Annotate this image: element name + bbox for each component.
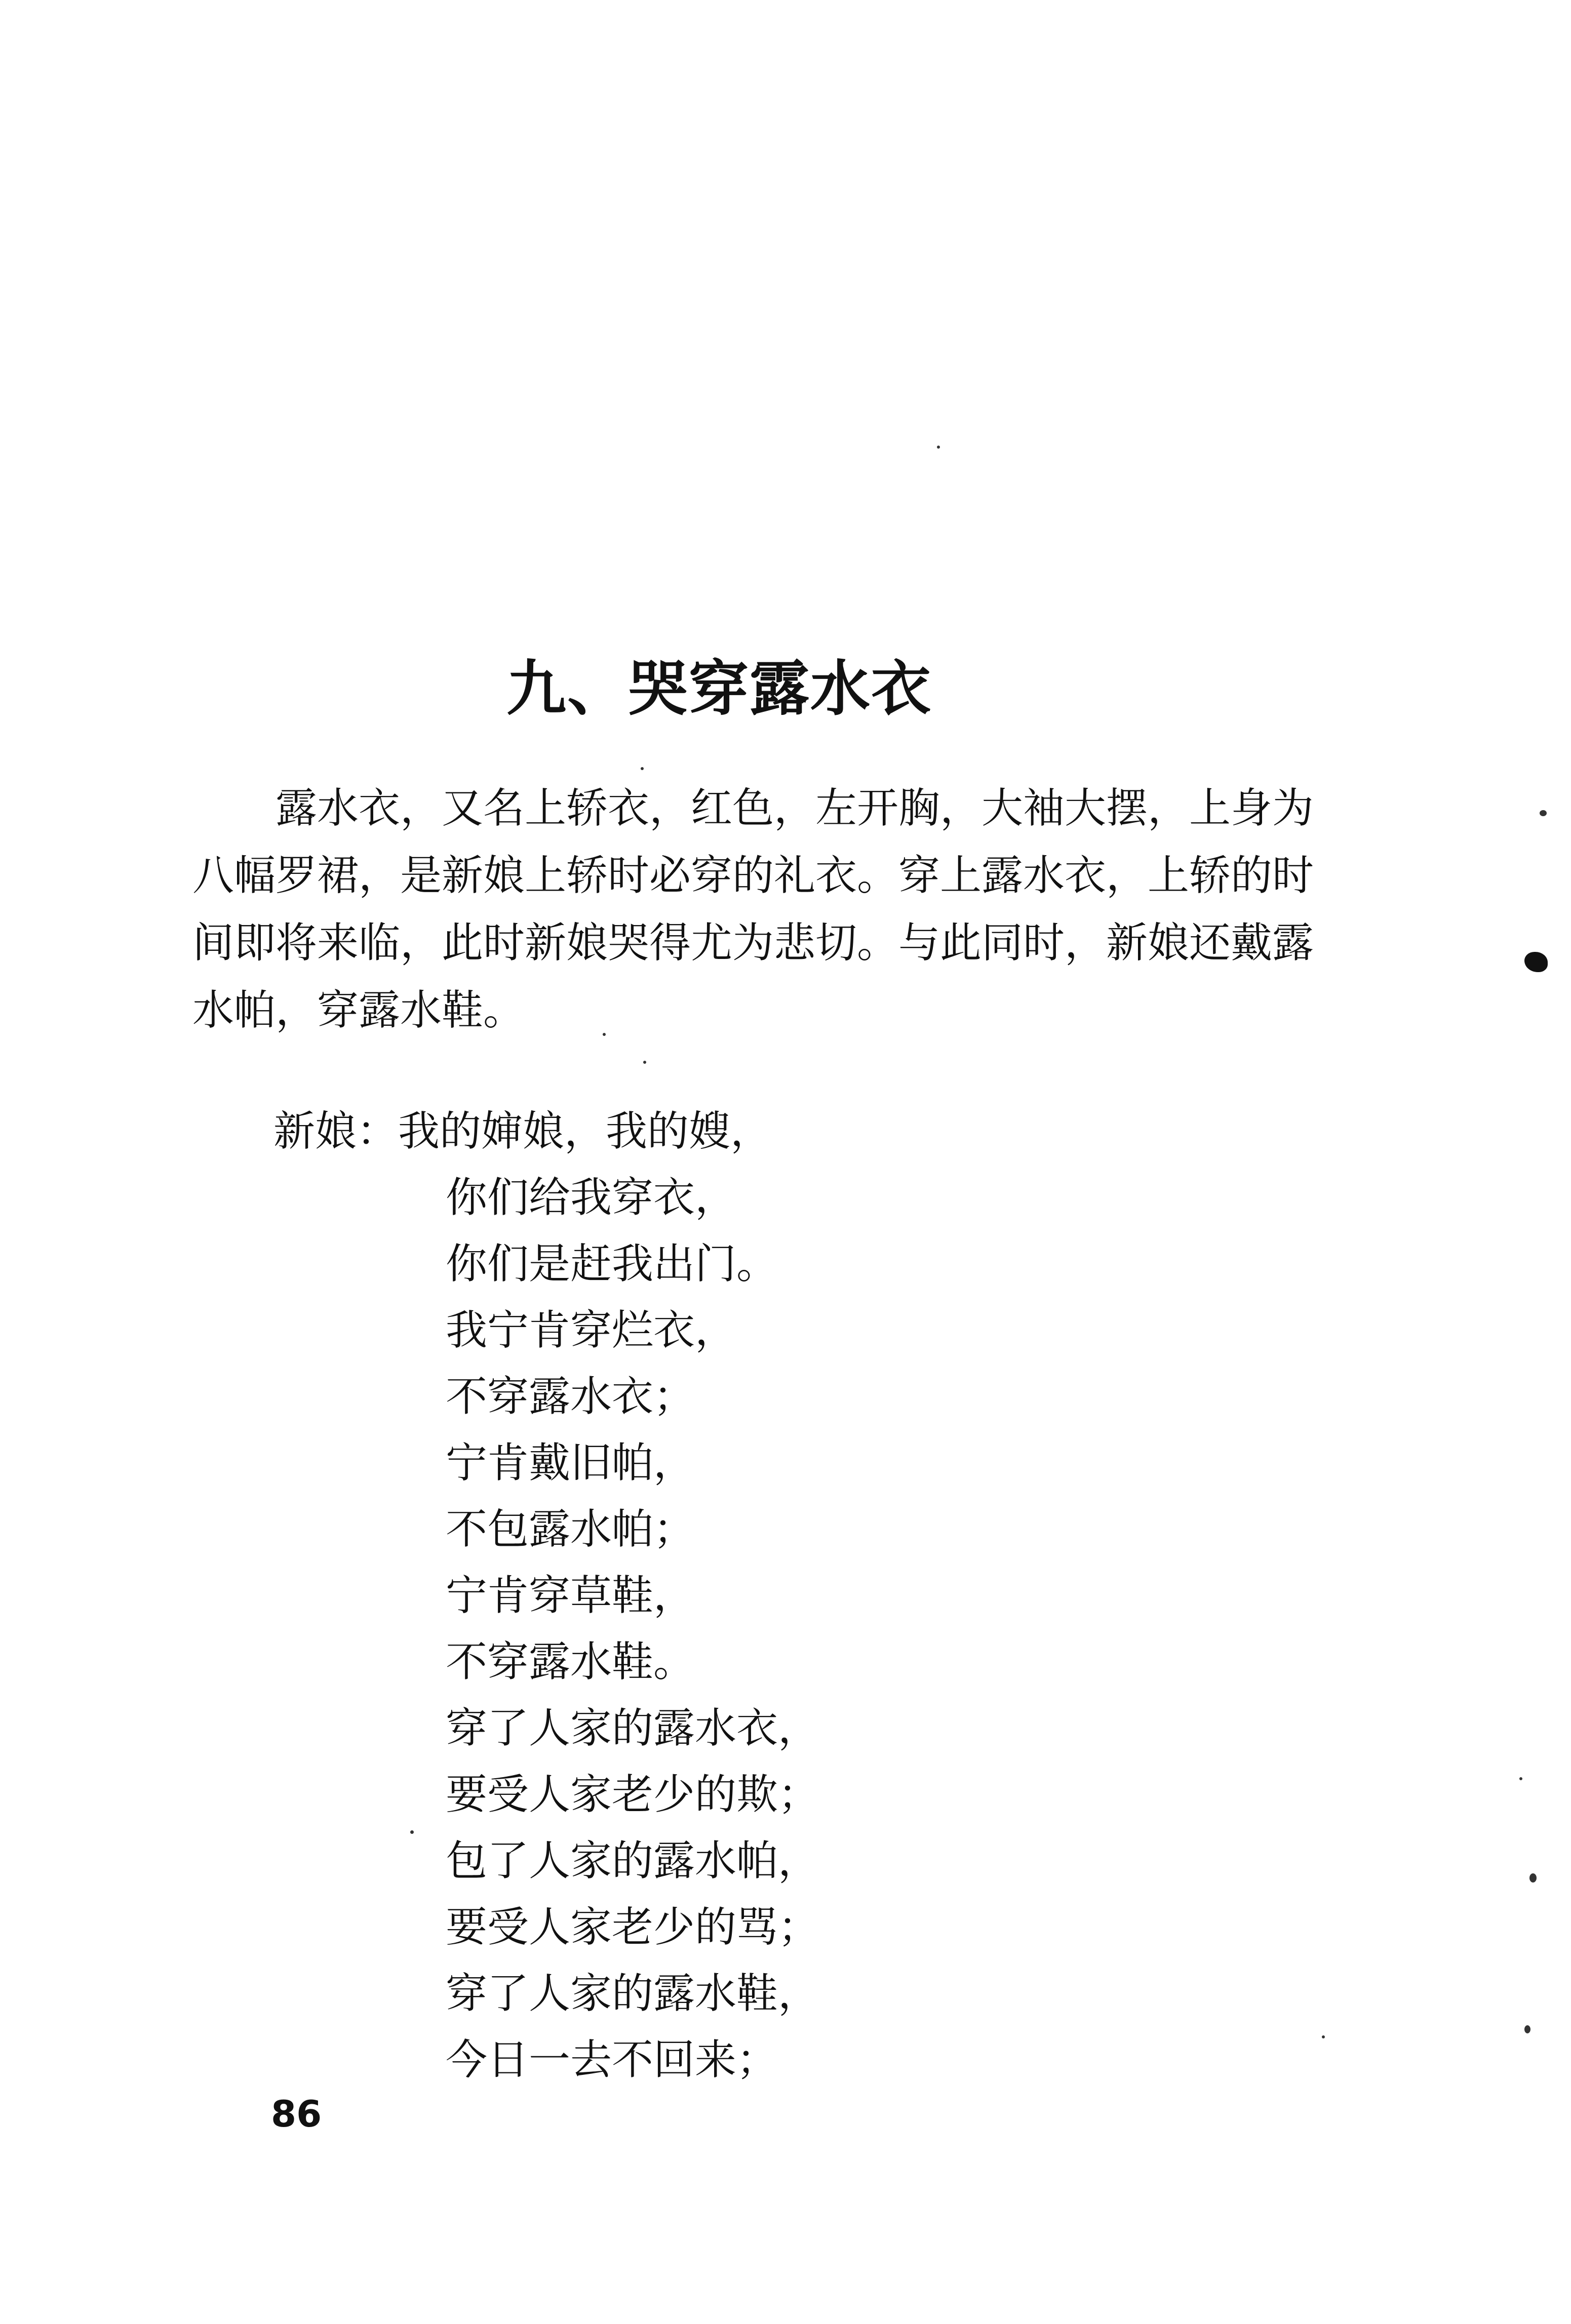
intro-paragraph xyxy=(192,775,1367,1044)
scan-speck xyxy=(1519,1777,1522,1780)
verse-line: 穿了人家的露水鞋， xyxy=(446,1970,820,2018)
paragraph-line: 露水衣，又名上轿衣，红色，左开胸，大袖大摆，上身为 xyxy=(276,784,1314,832)
verse-line: 要受人家老少的欺； xyxy=(446,1771,820,1819)
verse-first-line: 我的婶娘，我的嫂， xyxy=(398,1107,772,1155)
scan-speck xyxy=(643,1061,646,1064)
verse-line: 你们给我穿衣， xyxy=(446,1174,737,1222)
scan-speck xyxy=(1322,2035,1325,2038)
speaker-label: 新娘： xyxy=(273,1107,399,1155)
paragraph-line: 八幅罗裙，是新娘上轿时必穿的礼衣。穿上露水衣，上轿的时 xyxy=(192,852,1314,900)
verse-line: 不包露水帕； xyxy=(446,1505,695,1553)
paragraph-line: 水帕，穿露水鞋。 xyxy=(192,986,525,1034)
scan-speck xyxy=(641,767,644,770)
verse-line: 你们是赶我出门。 xyxy=(446,1240,778,1288)
paragraph-line: 间即将来临，此时新娘哭得尤为悲切。与此同时，新娘还戴露 xyxy=(192,919,1314,967)
verse-line: 不穿露水衣； xyxy=(446,1373,695,1421)
verse-line: 我宁肯穿烂衣， xyxy=(446,1306,737,1354)
verse-line: 穿了人家的露水衣， xyxy=(446,1704,820,1752)
scan-speck xyxy=(603,1033,606,1036)
chapter-title: 九、哭穿露水衣 xyxy=(506,654,932,724)
scan-speck xyxy=(1524,2025,1530,2033)
verse-line: 宁肯戴旧帕， xyxy=(446,1439,695,1487)
verse-line: 要受人家老少的骂； xyxy=(446,1903,820,1951)
lament-verse xyxy=(446,1165,819,2093)
scan-speck xyxy=(1529,1873,1537,1882)
verse-line: 今日一去不回来； xyxy=(446,2036,778,2084)
scan-speck xyxy=(1540,810,1547,816)
page-number: 86 xyxy=(271,2093,322,2135)
verse-line: 包了人家的露水帕， xyxy=(446,1837,820,1885)
scan-blot xyxy=(1524,952,1548,972)
verse-line: 宁肯穿草鞋， xyxy=(446,1572,695,1620)
speaker-line xyxy=(273,1104,772,1159)
verse-line: 不穿露水鞋。 xyxy=(446,1638,695,1686)
scan-speck xyxy=(937,446,940,449)
scan-speck xyxy=(410,1830,414,1834)
